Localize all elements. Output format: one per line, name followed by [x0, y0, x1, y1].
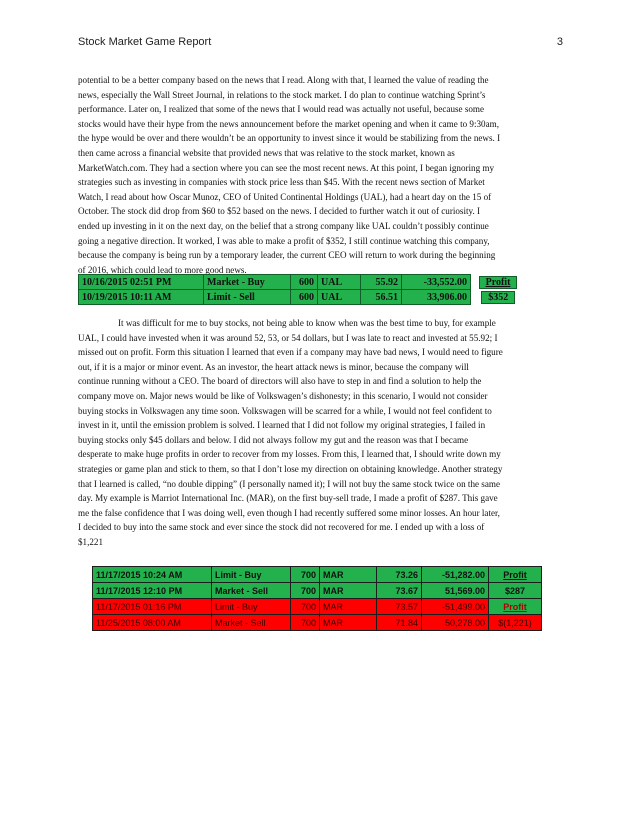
trade-amount: -51,282.00	[422, 567, 489, 583]
paragraph-line: stocks would have their hype from the news announcement before the market opening and when it came to 9:30am,	[78, 118, 499, 129]
paragraph-line: of 2016, which could lead to more good news.	[78, 264, 247, 275]
table-row	[79, 290, 526, 305]
profit-label: Profit	[489, 599, 542, 615]
paragraph-line: invest in it, until the emission problem is solved. I learned that I did not follow my original strategies, I failed in	[78, 420, 486, 431]
trade-price: 56.51	[361, 290, 402, 305]
trade-datetime: 11/17/2015 10:24 AM	[93, 567, 212, 583]
mar-trade-table	[92, 566, 542, 631]
paragraph-ual-story	[78, 73, 562, 277]
paragraph-line: potential to be a better company based on the news that I read. Along with that, I learned the value of reading the	[78, 75, 489, 85]
trade-symbol: MAR	[320, 615, 377, 631]
paragraph-line: $1,221	[78, 536, 104, 547]
paragraph-line: MarketWatch.com. They had a section where you can see the most recent news. At this point, I began ignoring my	[78, 162, 495, 173]
table-row	[93, 615, 542, 631]
trade-type: Market - Sell	[212, 583, 291, 599]
trade-symbol: MAR	[320, 567, 377, 583]
trade-amount: -33,552.00	[402, 275, 471, 290]
report-title: Stock Market Game Report	[78, 36, 212, 48]
ual-trade-table	[78, 274, 526, 305]
paragraph-line: the hype would be over and there wouldn’t be an opportunity to invest since it would be stabilizing from the news. I	[78, 133, 501, 144]
paragraph-line: I decided to buy into the same stock and ever since the stock did not recovered for me. I ended up with a loss of	[78, 522, 485, 533]
trade-result-cell	[471, 275, 526, 290]
trade-price: 73.67	[377, 583, 422, 599]
trade-amount: 50,278.00	[422, 615, 489, 631]
trade-price: 73.26	[377, 567, 422, 583]
trade-qty: 600	[291, 275, 318, 290]
profit-amount: $287	[489, 583, 542, 599]
paragraph-line: company move on. Major news would be like of Volkswagen’s dishonesty; in this scenario, I would not consider	[78, 390, 488, 401]
profit-label: Profit	[479, 276, 518, 289]
trade-type: Limit - Sell	[204, 290, 291, 305]
table-row	[79, 275, 526, 290]
paragraph-line: UAL, I could have invested when it was around 52, 53, or 54 dollars, but I was late to react and invested at 55.92; I	[78, 332, 498, 343]
trade-amount: -51,499.00	[422, 599, 489, 615]
paragraph-line: out, if it is a major or minor event. As an investor, the heart attack news is minor, because the company will	[78, 361, 469, 372]
trade-qty: 700	[291, 599, 320, 615]
paragraph-line: strategies or game plan and stick to them, so that I don’t lose my direction on obtaining knowledge. Another strategy	[78, 463, 503, 474]
trade-qty: 600	[291, 290, 318, 305]
trade-amount: 33,906.00	[402, 290, 471, 305]
paragraph-line: news, especially the Wall Street Journal, in relations to the stock market. I do plan to continue watching Sprint’s	[78, 89, 486, 100]
profit-label: Profit	[489, 567, 542, 583]
trade-symbol: MAR	[320, 583, 377, 599]
paragraph-line: continue running without a CEO. The board of directors will also have to step in and find a solution to help the	[78, 376, 482, 387]
page-header	[78, 36, 563, 48]
page-number: 3	[556, 36, 563, 48]
paragraph-line: me the false confidence that I was doing well, even though I had recently suffered some minor losses. An hour later,	[78, 507, 500, 518]
paragraph-line: going a negative direction. It worked, I was able to make a profit of $352, I still continue watching this company,	[78, 235, 490, 246]
paragraph-line: buying stocks in Volkswagen any time soon. Volkswagen will be scarred for a while, I would not feel confident to	[78, 405, 492, 416]
paragraph-line: desperate to make huge profits in order to recover from my losses. From this, I learned that, I should write down my	[78, 449, 501, 460]
paragraph-lessons	[78, 316, 562, 550]
trade-price: 71.84	[377, 615, 422, 631]
paragraph-line: that I learned is called, “no double dipping” (I personally named it); I will not buy the same stock twice on the same	[78, 478, 500, 489]
paragraph-line: strategies such as investing in companies with stock price less than $45. With the recent news section of Market	[78, 177, 485, 188]
paragraph-line: It was difficult for me to buy stocks, not being able to know when was the best time to buy, for example	[118, 318, 496, 328]
trade-datetime: 10/19/2015 10:11 AM	[79, 290, 204, 305]
loss-amount: $(1,221)	[489, 615, 542, 631]
trade-type: Market - Buy	[204, 275, 291, 290]
trade-type: Limit - Buy	[212, 567, 291, 583]
trade-type: Limit - Buy	[212, 599, 291, 615]
profit-amount: $352	[481, 291, 515, 304]
paragraph-line: October. The stock did drop from $60 to $52 based on the news. I decided to further watch it out of curiosity. I	[78, 206, 481, 217]
trade-datetime: 11/17/2015 01:16 PM	[93, 599, 212, 615]
paragraph-line: ended up investing in it on the next day, on the belief that a strong company like UAL couldn’t possibly continue	[78, 220, 489, 231]
trade-datetime: 11/17/2015 12:10 PM	[93, 583, 212, 599]
trade-datetime: 11/25/2015 08:00 AM	[93, 615, 212, 631]
trade-datetime: 10/16/2015 02:51 PM	[79, 275, 204, 290]
paragraph-line: missed out on profit. Form this situation I learned that even if a company may have bad news, I would need to figure	[78, 347, 503, 358]
table-row	[93, 583, 542, 599]
trade-qty: 700	[291, 615, 320, 631]
trade-type: Market - Sell	[212, 615, 291, 631]
trade-price: 73.57	[377, 599, 422, 615]
table-row	[93, 599, 542, 615]
paragraph-line: buying stocks only $45 dollars and below. I did not always follow my gut and the reason was that I became	[78, 434, 469, 445]
paragraph-line: because the company is being run by a temporary leader, the current CEO will return to work during the beginning	[78, 250, 496, 261]
trade-amount: 51,569.00	[422, 583, 489, 599]
paragraph-line: day. My example is Marriot International Inc. (MAR), on the first buy-sell trade, I made a profit of $287. This gave	[78, 493, 498, 504]
trade-price: 55.92	[361, 275, 402, 290]
trade-result-cell	[471, 290, 526, 305]
paragraph-line: Watch, I read about how Oscar Munoz, CEO of United Continental Holdings (UAL), had a heart day on the 15 of	[78, 191, 492, 202]
paragraph-line: then came across a financial website that provided news that was relative to the stock market, known as	[78, 147, 455, 158]
trade-qty: 700	[291, 567, 320, 583]
paragraph-line: performance. Later on, I realized that some of the news that I would read was actually not useful, because some	[78, 104, 485, 115]
trade-symbol: UAL	[318, 290, 361, 305]
trade-symbol: MAR	[320, 599, 377, 615]
table-row	[93, 567, 542, 583]
trade-qty: 700	[291, 583, 320, 599]
trade-symbol: UAL	[318, 275, 361, 290]
